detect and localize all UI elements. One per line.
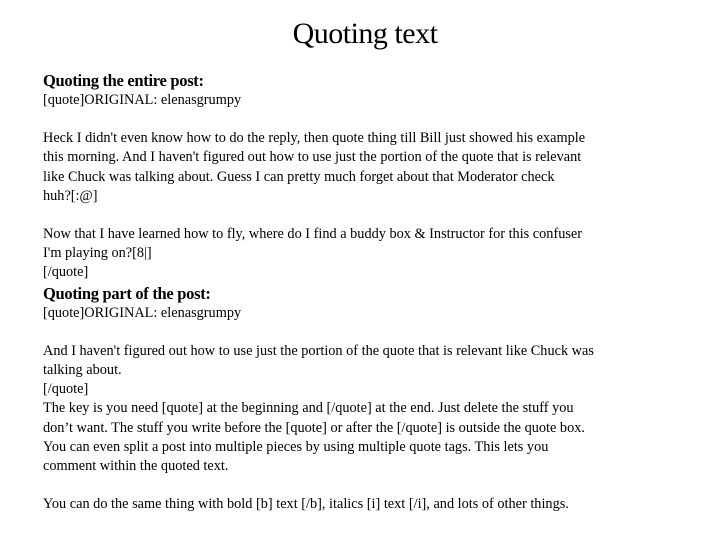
quoted-line: I'm playing on?[8|] (43, 245, 152, 262)
explanation-line: You can even split a post into multiple pieces by using multiple quote tags. This lets you (43, 438, 549, 455)
quote-open-tag: [quote]ORIGINAL: elenasgrumpy (43, 304, 242, 321)
spacer (43, 110, 683, 129)
spacer (43, 323, 683, 342)
slide-content (43, 70, 683, 514)
quoted-line: Now that I have learned how to fly, where do I find a buddy box & Instructor for this confuser (43, 226, 583, 243)
explanation-line: comment within the quoted text. (43, 458, 229, 475)
spacer (43, 476, 683, 495)
slide-title: Quoting text (292, 17, 438, 50)
quote-open-tag: [quote]ORIGINAL: elenasgrumpy (43, 92, 242, 108)
quote-close-tag: [/quote] (43, 264, 89, 281)
final-note: You can do the same thing with bold [b] text [/b], italics [i] text [/i], and lots of other things. (43, 496, 569, 513)
quoted-line: And I haven't figured out how to use just the portion of the quote that is relevant like Chuck was (43, 342, 594, 359)
explanation-line: don’t want. The stuff you write before the [quote] or after the [/quote] is outside the quote box. (43, 419, 585, 436)
section-heading-part-post: Quoting part of the post: (43, 283, 211, 303)
spacer (43, 206, 683, 225)
quoted-line: this morning. And I haven't figured out how to use just the portion of the quote that is relevant (43, 149, 582, 166)
section-heading-entire-post: Quoting the entire post: (43, 71, 204, 90)
quoted-line: Heck I didn't even know how to do the reply, then quote thing till Bill just showed his example (43, 130, 586, 147)
quoted-line: like Chuck was talking about. Guess I can pretty much forget about that Moderator check (43, 168, 555, 185)
quote-close-tag: [/quote] (43, 381, 89, 398)
quoted-line: talking about. (43, 362, 122, 379)
explanation-line: The key is you need [quote] at the beginning and [/quote] at the end. Just delete the stuff you (43, 400, 574, 417)
quoted-line: huh?[:@] (43, 187, 98, 204)
